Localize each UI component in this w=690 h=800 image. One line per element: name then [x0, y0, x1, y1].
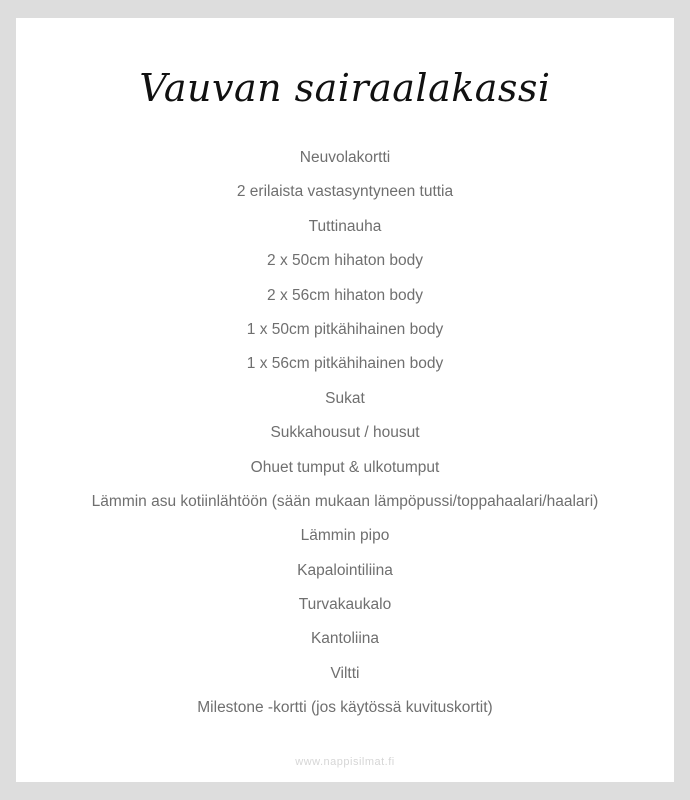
list-item: Neuvolakortti [299, 149, 391, 166]
list-item: 2 x 50cm hihaton body [267, 252, 423, 270]
watermark-url: www.nappisilmat.fi [295, 756, 395, 768]
list-item: Lämmin asu kotiinlähtöön (sään mukaan lämpöpussi/toppahaalari/haalari) [91, 492, 599, 510]
list-item: Ohuet tumput & ulkotumput [250, 458, 440, 476]
list-item: 1 x 56cm pitkähihainen body [246, 355, 444, 373]
checklist-card [16, 18, 674, 782]
list-item: Sukkahousut / housut [270, 424, 420, 442]
list-item: Turvakaukalo [298, 596, 392, 614]
list-item: Sukat [325, 389, 365, 407]
list-item: Kapalointiliina [297, 561, 393, 579]
page-title: Vauvan sairaalakassi [139, 66, 551, 110]
list-item: Kantoliina [310, 630, 380, 648]
list-item: Lämmin pipo [300, 527, 390, 545]
list-item: Viltti [330, 664, 360, 682]
list-item: Milestone -kortti (jos käytössä kuvituskortit) [197, 699, 493, 717]
list-item: 2 x 56cm hihaton body [267, 286, 423, 304]
packing-list [16, 145, 674, 730]
list-item: 1 x 50cm pitkähihainen body [246, 320, 444, 338]
list-item: 2 erilaista vastasyntyneen tuttia [236, 183, 454, 201]
list-item: Tuttinauha [308, 217, 382, 235]
